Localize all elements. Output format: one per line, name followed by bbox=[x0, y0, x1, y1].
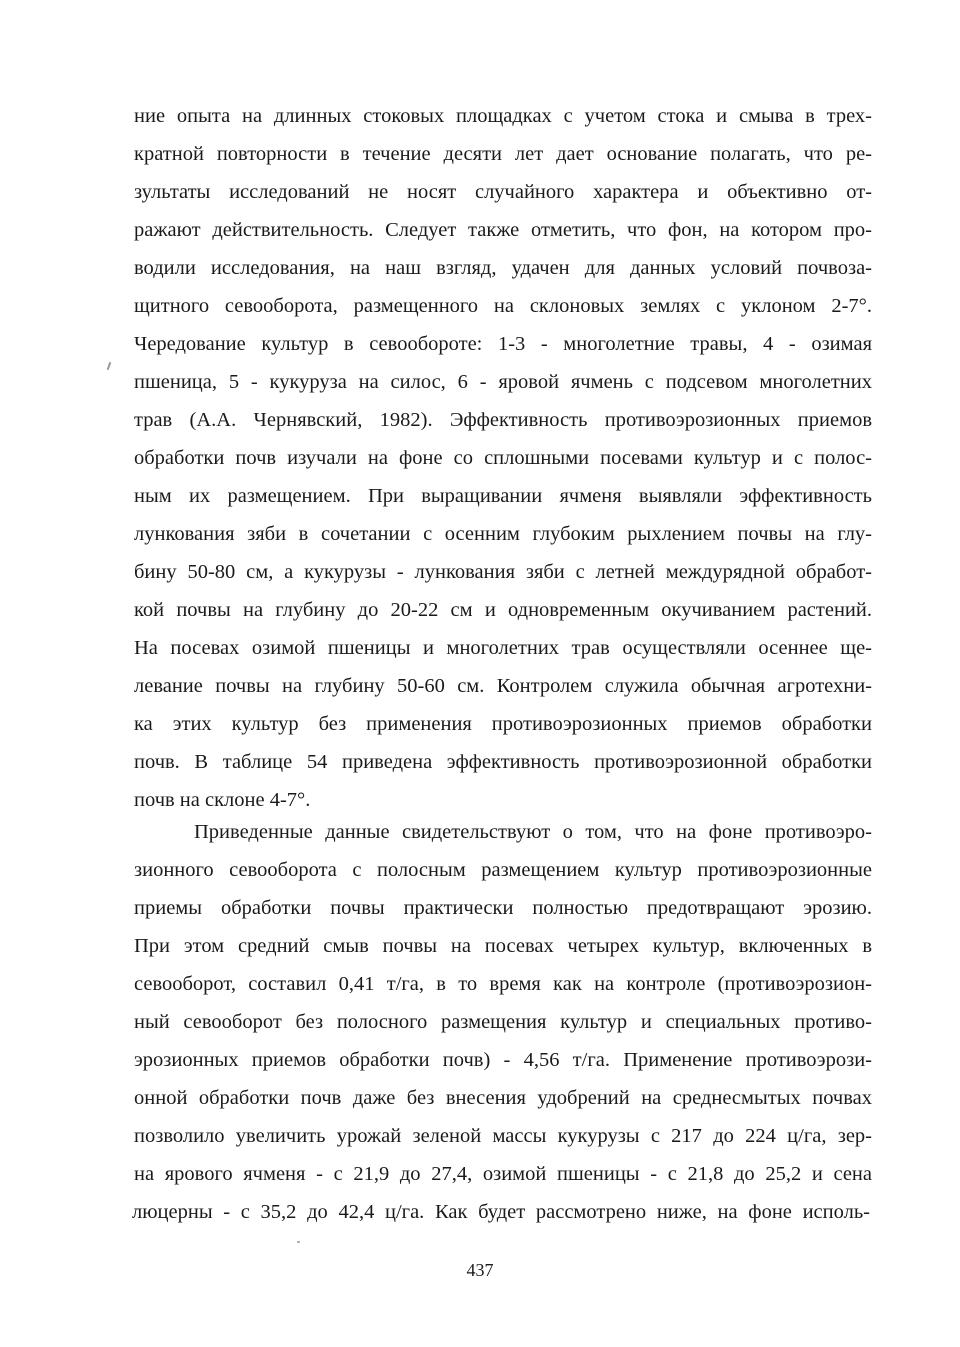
text-line: лункования зяби в сочетании с осенним глубоким рыхлением почвы на глу- bbox=[134, 523, 872, 545]
text-line: на ярового ячменя - с 21,9 до 27,4, озимой пшеницы - с 21,8 до 25,2 и сена bbox=[134, 1163, 872, 1185]
text-line: Чередование культур в севообороте: 1-3 - многолетние травы, 4 - озимая bbox=[134, 333, 872, 355]
text-line: почв. В таблице 54 приведена эффективность противоэрозионной обработки bbox=[134, 751, 872, 773]
text-line: трав (А.А. Чернявский, 1982). Эффективность противоэрозионных приемов bbox=[134, 409, 872, 431]
page-number: 437 bbox=[466, 1260, 494, 1280]
text-line: ка этих культур без применения противоэрозионных приемов обработки bbox=[134, 713, 872, 735]
scan-artifact-dot bbox=[297, 1241, 300, 1243]
text-line: бину 50-80 см, а кукурузы - лункования зяби с летней междурядной обработ- bbox=[134, 561, 872, 583]
text-line: обработки почв изучали на фоне со сплошными посевами культур и с полос- bbox=[134, 447, 872, 469]
text-line: приемы обработки почвы практически полностью предотвращают эрозию. bbox=[134, 897, 872, 919]
text-line: почв на склоне 4-7°. bbox=[134, 789, 311, 811]
text-line: ражают действительность. Следует также отметить, что фон, на котором про- bbox=[134, 219, 872, 241]
text-line: позволило увеличить урожай зеленой массы кукурузы с 217 до 224 ц/га, зер- bbox=[134, 1125, 872, 1147]
text-line: зультаты исследований не носят случайного характера и объективно от- bbox=[134, 181, 872, 203]
text-line: При этом средний смыв почвы на посевах четырех культур, включенных в bbox=[134, 935, 872, 957]
text-line: щитного севооборота, размещенного на склоновых землях с уклоном 2-7°. bbox=[134, 295, 872, 317]
text-line-indented: Приведенные данные свидетельствуют о том, что на фоне противоэро- bbox=[194, 821, 872, 843]
text-line: севооборот, составил 0,41 т/га, в то время как на контроле (противоэрозион- bbox=[134, 973, 872, 995]
text-line: зионного севооборота с полосным размещением культур противоэрозионные bbox=[134, 859, 872, 881]
text-line: эрозионных приемов обработки почв) - 4,56 т/га. Применение противоэрози- bbox=[134, 1049, 872, 1071]
text-line: ным их размещением. При выращивании ячменя выявляли эффективность bbox=[134, 485, 872, 507]
text-line: кратной повторности в течение десяти лет дает основание полагать, что ре- bbox=[134, 143, 872, 165]
scan-artifact-mark bbox=[107, 362, 112, 370]
text-line: На посевах озимой пшеницы и многолетних трав осуществляли осеннее ще- bbox=[134, 637, 872, 659]
text-line: водили исследования, на наш взгляд, удачен для данных условий почвоза- bbox=[134, 257, 872, 279]
text-line: кой почвы на глубину до 20-22 см и одновременным окучиванием растений. bbox=[134, 599, 872, 621]
text-line: ный севооборот без полосного размещения культур и специальных противо- bbox=[134, 1011, 872, 1033]
text-line: онной обработки почв даже без внесения удобрений на среднесмытых почвах bbox=[134, 1087, 872, 1109]
text-line: левание почвы на глубину 50-60 см. Контролем служила обычная агротехни- bbox=[134, 675, 872, 697]
text-line: ние опыта на длинных стоковых площадках с учетом стока и смыва в трех- bbox=[134, 105, 872, 127]
text-line: люцерны - с 35,2 до 42,4 ц/га. Как будет рассмотрено ниже, на фоне исполь- bbox=[132, 1201, 870, 1223]
text-line: пшеница, 5 - кукуруза на силос, 6 - яровой ячмень с подсевом многолетних bbox=[134, 371, 872, 393]
